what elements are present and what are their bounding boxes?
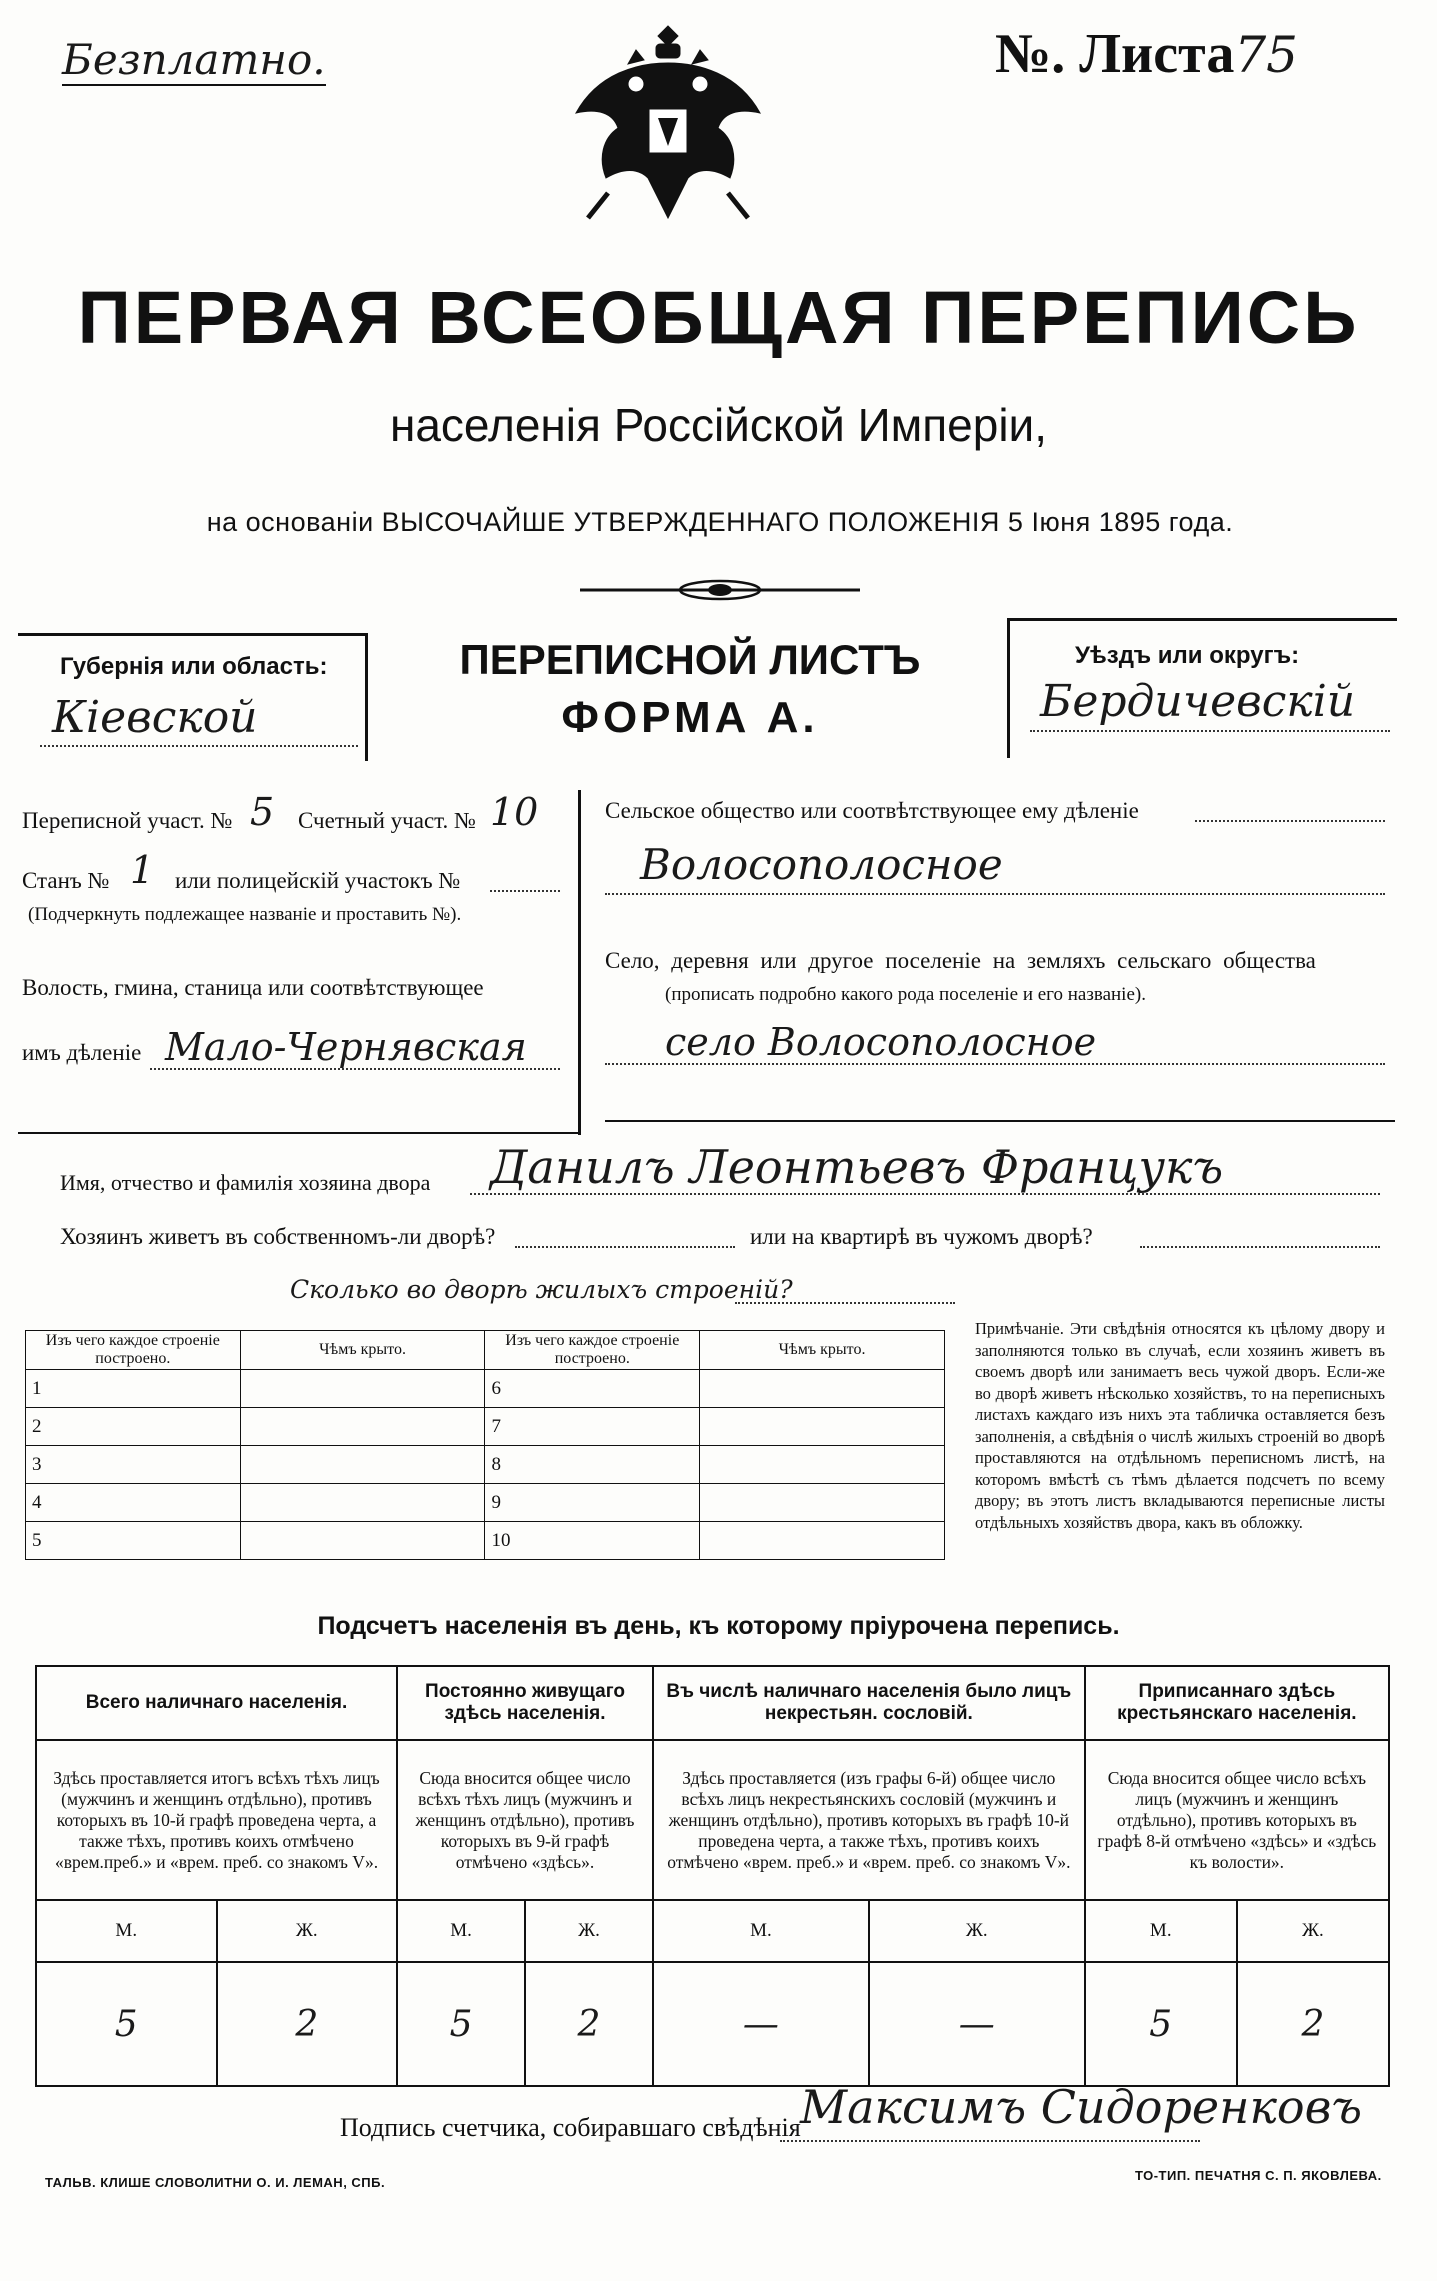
volost-label-2: имъ дѣленіе [22, 1040, 142, 1065]
stan-value: 1 [130, 848, 155, 892]
footer-left: ТАЛЬВ. КЛИШЕ СЛОВОЛИТНИ О. И. ЛЕМАН, СПБ. [45, 2175, 386, 2190]
perepisnoy-label: Переписной участ. № [22, 808, 233, 833]
col4-m-label: М. [1085, 1900, 1237, 1962]
main-title: ПЕРВАЯ ВСЕОБЩАЯ ПЕРЕПИСЬ [77, 276, 1360, 359]
free-label: Безплатно. [62, 35, 326, 84]
ornament-divider [580, 578, 860, 602]
subtitle: населенія Россійской Имперіи, [389, 399, 1048, 451]
roof-cell [700, 1446, 945, 1484]
lives-dotline [515, 1246, 735, 1248]
village-note: (прописать подробно какого рода поселеніе и его названіе). [665, 984, 1146, 1005]
col3-f-value: — [869, 1962, 1085, 2086]
right-box-side [1007, 618, 1010, 758]
society-dotline-2 [605, 893, 1385, 895]
count-col4-desc: Сюда вносится общее число всѣхъ лицъ (мужчинъ и женщинъ отдѣльно), противъ которыхъ въ графѣ 8-й отмѣчено «здѣсь» и «здѣсь къ волости». [1085, 1740, 1389, 1900]
village-value: село Волосополосное [665, 1020, 1097, 1064]
buildings-label: Сколько во дворѣ жилыхъ строеній? [290, 1275, 793, 1304]
col4-f-label: Ж. [1237, 1900, 1389, 1962]
fields-divider [578, 790, 581, 1135]
uezd-value: Бердичевскій [1040, 676, 1356, 727]
col3-m-value: — [653, 1962, 869, 2086]
row-number: 4 [26, 1484, 241, 1522]
schetny-value: 10 [490, 790, 539, 834]
col2-m-value: 5 [397, 1962, 525, 2086]
count-col2-desc: Сюда вносится общее число всѣхъ тѣхъ лицъ (мужчинъ и женщинъ отдѣльно), противъ которыхъ въ 9-й графѣ отмѣчено «здѣсь». [397, 1740, 653, 1900]
count-col4-header: Приписаннаго здѣсь крестьянскаго населенія. [1085, 1666, 1389, 1740]
volost-label-1: Волость, гмина, станица или соотвѣтствующее [22, 975, 484, 1000]
roof-cell [240, 1484, 485, 1522]
perepisnoy-value: 5 [250, 790, 275, 834]
table-row [26, 1408, 945, 1446]
uezd-dotline [1030, 730, 1390, 732]
volost-value: Мало-Чернявская [165, 1025, 527, 1069]
row-number: 5 [26, 1522, 241, 1560]
left-box-top [18, 633, 368, 636]
left-block-bottom [18, 1132, 580, 1134]
buildings-dotline [735, 1302, 955, 1304]
owner-name-label: Имя, отчество и фамилія хозяина двора [60, 1170, 431, 1195]
buildings-table [25, 1330, 945, 1560]
form-title: ПЕРЕПИСНОЙ ЛИСТЪ [459, 636, 921, 683]
society-dotline-1 [1195, 820, 1385, 822]
apartment-label: или на квартирѣ въ чужомъ дворѣ? [750, 1224, 1093, 1249]
roof-cell [240, 1370, 485, 1408]
schetny-label: Счетный участ. № [298, 808, 476, 833]
roof-cell [700, 1484, 945, 1522]
gubernia-dotline [40, 745, 358, 747]
gubernia-value: Кіевской [52, 692, 258, 743]
basis-line: на основаніи ВЫСОЧАЙШЕ УТВЕРЖДЕННАГО ПОЛОЖЕНІЯ 5 Іюня 1895 года. [206, 507, 1234, 537]
roof-cell [700, 1408, 945, 1446]
sheet-number [995, 22, 1298, 86]
col1-f-label: Ж. [217, 1900, 398, 1962]
signature-label: Подпись счетчика, собиравшаго свѣдѣнія [340, 2113, 801, 2142]
col3-f-label: Ж. [869, 1900, 1085, 1962]
table-row [26, 1446, 945, 1484]
sheet-number-value: 75 [1234, 26, 1298, 84]
village-dotline [605, 1063, 1385, 1065]
sheet-number-label: №. Листа [995, 23, 1235, 85]
buildings-col2-header-left: Чѣмъ крыто. [240, 1331, 485, 1370]
signature-dotline [780, 2140, 1200, 2142]
roof-cell [240, 1522, 485, 1560]
right-box-top [1007, 618, 1397, 621]
col2-f-label: Ж. [525, 1900, 653, 1962]
count-col1-desc: Здѣсь проставляется итогъ всѣхъ тѣхъ лицъ (мужчинъ и женщинъ отдѣльно), противъ которыхъ въ 10-й графѣ проведена черта, а также тѣхъ, противъ коихъ отмѣчено «врем.преб.» и «врем. преб. со знакомъ V». [36, 1740, 397, 1900]
row-number: 6 [485, 1370, 700, 1408]
note-text: Примѣчаніе. Эти свѣдѣнія относятся къ цѣлому двору и заполняются только въ случаѣ, если хозяинъ живетъ въ своемъ дворѣ или занимаетъ весь чужой дворъ. Если-же во дворѣ живетъ нѣсколько хозяйствъ, то на переписныхъ листахъ каждаго изъ нихъ эта табличка оставляется безъ заполненія, а свѣдѣнія о числѣ жилыхъ строеній во дворѣ проставляются на отдѣльномъ переписномъ листѣ, на которомъ вмѣстѣ съ тѣмъ дѣлается подсчетъ по всему двору; въ этотъ листъ вкладываются переписные листы отдѣльныхъ хозяйствъ двора, какъ въ обложку. [975, 1319, 1385, 1532]
row-number: 7 [485, 1408, 700, 1446]
society-label: Сельское общество или соотвѣтствующее ему дѣленіе [605, 798, 1139, 823]
count-title: Подсчетъ населенія въ день, къ которому пріурочена перепись. [317, 1612, 1120, 1640]
count-col1-header: Всего наличнаго населенія. [36, 1666, 397, 1740]
col2-m-label: М. [397, 1900, 525, 1962]
col3-m-label: М. [653, 1900, 869, 1962]
row-number: 9 [485, 1484, 700, 1522]
stan-label: Станъ № [22, 868, 110, 893]
table-row [26, 1370, 945, 1408]
col1-f-value: 2 [217, 1962, 398, 2086]
stan-note: (Подчеркнуть подлежащее названіе и проставить №). [28, 904, 462, 925]
row-number: 3 [26, 1446, 241, 1484]
village-label: Село, деревня или другое поселеніе на земляхъ сельскаго общества [605, 948, 1316, 973]
footer-right: ТО-ТИП. ПЕЧАТНЯ С. П. ЯКОВЛЕВА. [1135, 2168, 1382, 2183]
row-number: 8 [485, 1446, 700, 1484]
roof-cell [240, 1408, 485, 1446]
col4-m-value: 5 [1085, 1962, 1237, 2086]
col1-m-label: М. [36, 1900, 217, 1962]
volost-dotline [150, 1068, 560, 1070]
row-number: 1 [26, 1370, 241, 1408]
buildings-col1-header-right: Изъ чего каждое строеніе построено. [485, 1331, 700, 1370]
right-block-bottom [605, 1120, 1395, 1122]
apartment-dotline [1140, 1246, 1380, 1248]
owner-name-dotline [470, 1193, 1380, 1195]
form-subtitle: ФОРМА А. [561, 693, 819, 742]
count-col3-header: Въ числѣ наличнаго населенія было лицъ некрестьян. сословій. [653, 1666, 1085, 1740]
roof-cell [700, 1522, 945, 1560]
count-col3-desc: Здѣсь проставляется (изъ графы 6-й) общее число всѣхъ лицъ некрестьянскихъ сословій (мужчинъ и женщинъ отдѣльно), противъ которыхъ въ графѣ 10-й проведена черта, а также тѣхъ, противъ коихъ отмѣчено «врем. преб.» и «врем. преб. со знакомъ V». [653, 1740, 1085, 1900]
col2-f-value: 2 [525, 1962, 653, 2086]
count-col2-header: Постоянно живущаго здѣсь населенія. [397, 1666, 653, 1740]
owner-name-value: Данилъ Леонтьевъ Францукъ [490, 1140, 1224, 1194]
row-number: 10 [485, 1522, 700, 1560]
left-box-side [365, 633, 368, 761]
table-row [26, 1522, 945, 1560]
police-label: или полицейскій участокъ № [175, 868, 461, 893]
roof-cell [240, 1446, 485, 1484]
lives-label: Хозяинъ живетъ въ собственномъ-ли дворѣ? [60, 1224, 496, 1249]
imperial-eagle-emblem [568, 18, 768, 228]
buildings-col2-header-right: Чѣмъ крыто. [700, 1331, 945, 1370]
uezd-label: Уѣздъ или округъ: [1075, 642, 1300, 669]
col4-f-value: 2 [1237, 1962, 1389, 2086]
count-table [35, 1665, 1390, 2087]
roof-cell [700, 1370, 945, 1408]
police-dotline [490, 890, 560, 892]
gubernia-label: Губернія или область: [60, 653, 328, 680]
table-row [26, 1484, 945, 1522]
buildings-col1-header-left: Изъ чего каждое строеніе построено. [26, 1331, 241, 1370]
signature-value: Максимъ Сидоренковъ [800, 2080, 1363, 2134]
col1-m-value: 5 [36, 1962, 217, 2086]
society-value: Волосополосное [640, 840, 1003, 889]
row-number: 2 [26, 1408, 241, 1446]
